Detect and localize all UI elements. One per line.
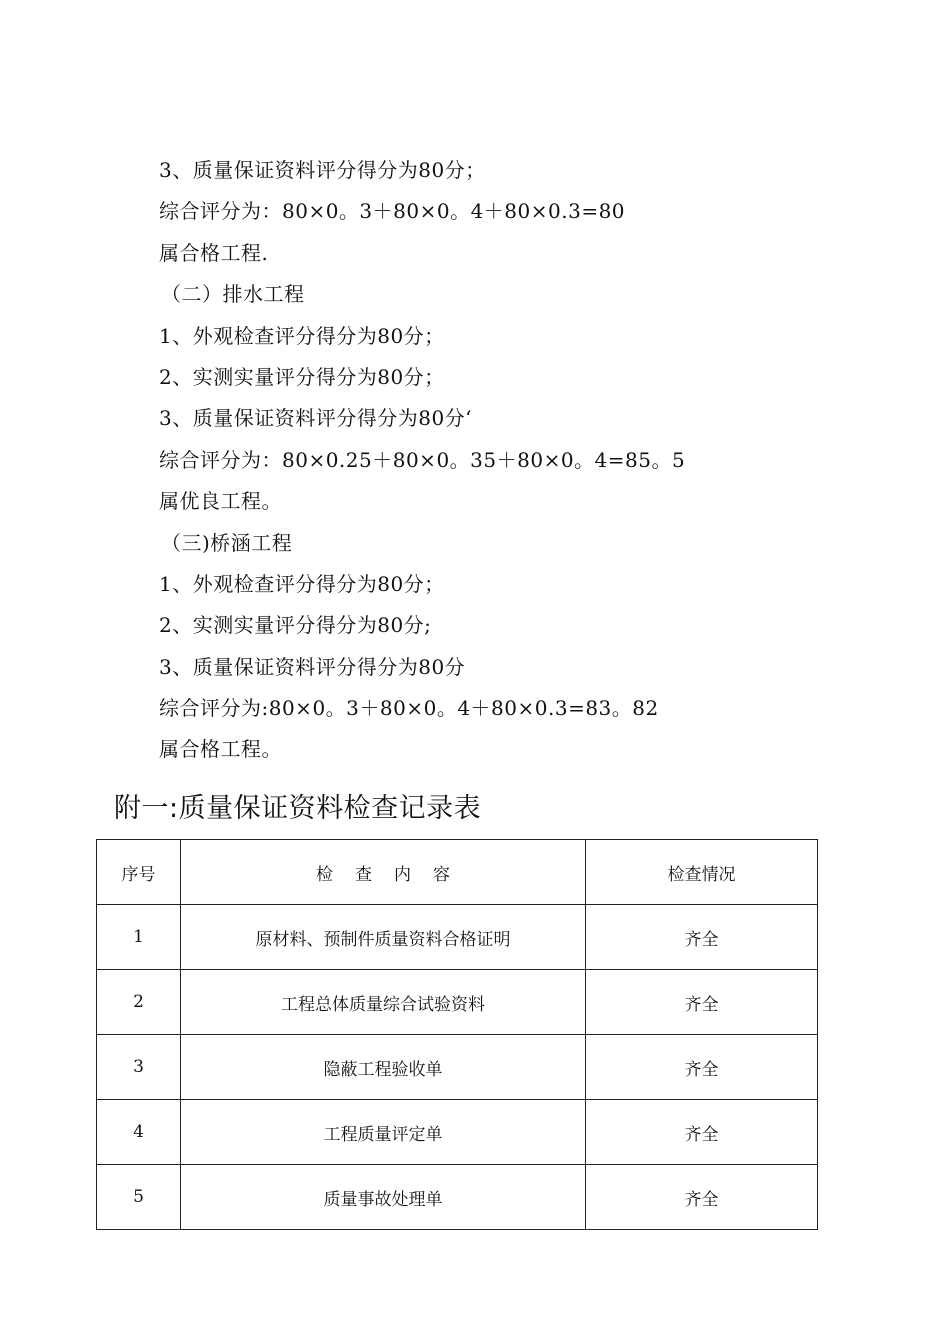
- text-line: 1、外观检查评分得分为80分；: [159, 323, 445, 348]
- text-line: 综合评分为:80×0。3＋80×0。4＋80×0.3=83。82: [159, 696, 659, 721]
- text-line: 2、实测实量评分得分为80分;: [159, 613, 432, 638]
- row-status: 齐全: [586, 1165, 818, 1230]
- row-index: 5: [97, 1165, 181, 1230]
- appendix-heading: 附一:质量保证资料检查记录表: [114, 793, 482, 824]
- row-status: 齐全: [586, 970, 818, 1035]
- table-row: [97, 1165, 818, 1230]
- row-content: 隐蔽工程验收单: [181, 1035, 586, 1100]
- row-content: 质量事故处理单: [181, 1165, 586, 1230]
- text-line: 3、质量保证资料评分得分为80分；: [159, 158, 486, 182]
- text-line: 3、质量保证资料评分得分为80分: [159, 654, 466, 679]
- section-heading: （三)桥涵工程: [161, 530, 293, 555]
- header-content-label: 检查内容: [316, 864, 472, 885]
- text-line: 2、实测实量评分得分为80分；: [159, 364, 445, 389]
- table-row: [97, 1100, 818, 1165]
- text-line: 综合评分为：80×0.25＋80×0。35＋80×0。4=85。5: [159, 447, 686, 472]
- row-status: 齐全: [586, 1035, 818, 1100]
- row-content: 原材料、预制件质量资料合格证明: [181, 905, 586, 970]
- row-status: 齐全: [586, 1100, 818, 1165]
- row-index: 1: [97, 905, 181, 970]
- text-line: 属优良工程。: [159, 489, 282, 514]
- row-index: 3: [97, 1035, 181, 1100]
- text-line: 属合格工程。: [159, 737, 282, 762]
- table-row: [97, 970, 818, 1035]
- table-row: [97, 905, 818, 970]
- row-index: 2: [97, 970, 181, 1035]
- row-content: 工程质量评定单: [181, 1100, 586, 1165]
- text-line: 1、外观检查评分得分为80分；: [159, 571, 445, 596]
- header-index: 序号: [97, 840, 181, 905]
- text-line: 属合格工程.: [159, 240, 269, 265]
- text-line: 3、质量保证资料评分得分为80分‘: [159, 406, 473, 431]
- table-row: [97, 1035, 818, 1100]
- row-status: 齐全: [586, 905, 818, 970]
- section-heading: （二）排水工程: [161, 282, 305, 307]
- text-line: 综合评分为：80×0。3＋80×0。4＋80×0.3=80: [159, 199, 626, 224]
- header-content: [181, 840, 586, 905]
- body-text: [159, 150, 859, 771]
- row-index: 4: [97, 1100, 181, 1165]
- table-header-row: [97, 840, 818, 905]
- row-content: 工程总体质量综合试验资料: [181, 970, 586, 1035]
- header-status: 检查情况: [586, 840, 818, 905]
- record-table: [96, 839, 818, 1230]
